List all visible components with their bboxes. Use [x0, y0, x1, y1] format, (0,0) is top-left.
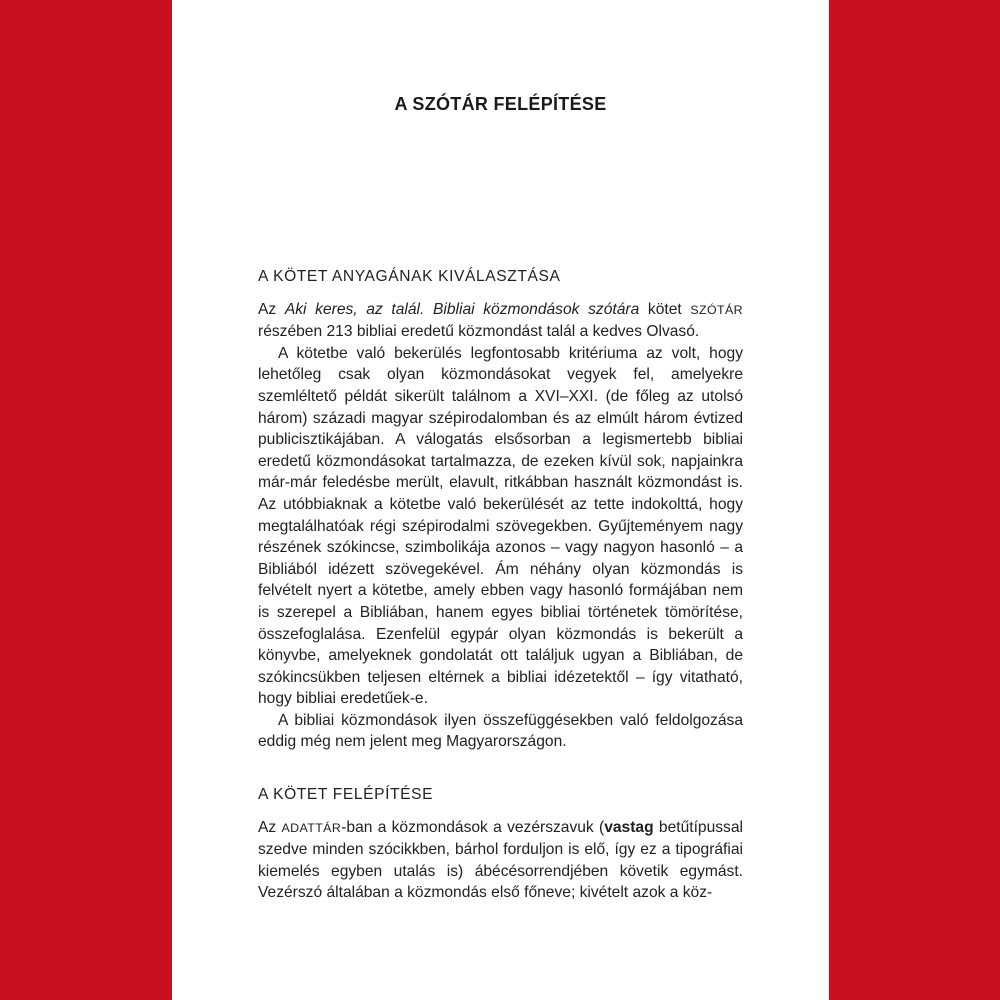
- paragraph-intro: [258, 299, 743, 343]
- page-title: A SZÓTÁR FELÉPÍTÉSE: [394, 94, 607, 114]
- page-content: [258, 266, 743, 904]
- book-page: [172, 0, 829, 1000]
- text-run: kötet: [639, 300, 691, 318]
- smallcaps-term: SZÓTÁR: [690, 302, 744, 317]
- text-run: betűtípussal szedve minden szócikkben, bárhol forduljon is elő, így ez a tipográfiai kiemelés egyben utalás is) ábécésorrendjében követik egymást. Vezérszó általában a közmondás első főneve; kivételt azok a köz-: [258, 818, 743, 902]
- text-run: részében 213 bibliai eredetű közmondást talál a kedves Olvasó.: [258, 323, 700, 341]
- paragraph-criteria: A kötetbe való bekerülés legfontosabb kritériuma az volt, hogy lehetőleg csak olyan közmondásokat vegyek fel, amelyekre szemléltető példát sikerült találnom a XVI–XXI. (de főleg az utolsó három) századi magyar szépirodalomban és az elmúlt három évtized publicisztikájában. A válogatás elsősorban a legismertebb bibliai eredetű közmondásokat tartalmazza, de ezeken kívül sok, napjainkra már-már feledésbe merült, elavult, ritkábban használt közmondást is. Az utóbbiaknak a kötetbe való bekerülését az tette indokolttá, hogy megtalálhatóak régi szépirodalmi szövegekben. Gyűjteményem nagy részének szókincse, szimbolikája azonos – vagy nagyon hasonló – a Bibliából idézett szövegekével. Ám néhány olyan közmondás is felvételt nyert a kötetbe, amely ebben vagy hasonló formájában nem is szerepel a Bibliában, hanem egyes bibliai történetek tömörítése, összefoglalása. Ezenfelül egypár olyan közmondás is bekerült a könyvbe, amelyeknek gondolatát ott találjuk ugyan a Bibliában, de szókincsükben teljesen eltérnek a bibliai idézetektől – így vitatható, hogy bibliai eredetűek-e.: [258, 344, 743, 708]
- book-title-italic: Aki keres, az talál. Bibliai közmondások szótára: [284, 300, 640, 318]
- bold-term: vastag: [604, 818, 654, 836]
- smallcaps-term: ADATTÁR: [281, 820, 342, 835]
- section-heading-structure: A KÖTET FELÉPÍTÉSE: [258, 786, 434, 804]
- paragraph-structure: [258, 817, 743, 904]
- text-run: -ban a közmondások a vezérszavuk (: [341, 818, 605, 836]
- section-heading-selection: A KÖTET ANYAGÁNAK KIVÁLASZTÁSA: [258, 268, 561, 285]
- text-run: Az: [258, 300, 285, 318]
- text-run: Az: [258, 818, 282, 836]
- paragraph-novelty: A bibliai közmondások ilyen összefüggésekben való feldolgozása eddig még nem jelent meg Magyarországon.: [258, 711, 743, 751]
